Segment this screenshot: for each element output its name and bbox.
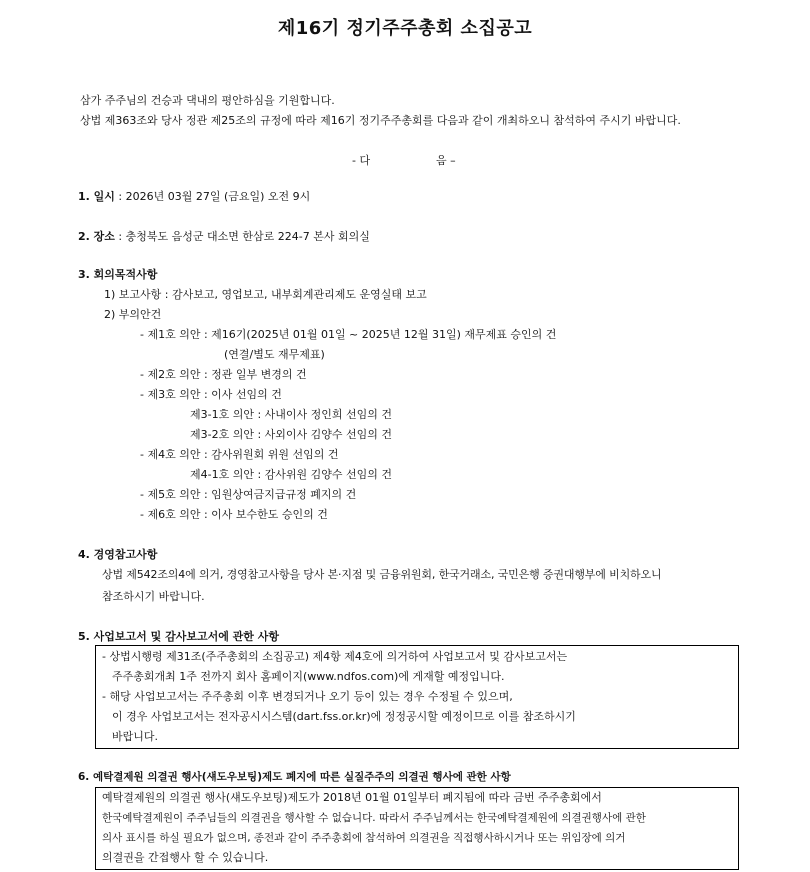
section-agenda-heading: 3. 회의목적사항	[78, 268, 158, 281]
agenda-item-3-2: 제3-2호 의안 : 사외이사 김양수 선임의 건	[190, 428, 393, 441]
separator-left: - 다	[352, 154, 371, 167]
report-items: 1) 보고사항 : 감사보고, 영업보고, 내부회계관리제도 운영실태 보고	[104, 288, 427, 301]
section-place-label: 2. 장소	[78, 230, 115, 243]
intro-greeting: 삼가 주주님의 건승과 댁내의 평안하심을 기원합니다.	[80, 94, 335, 107]
voting-line-2: 한국예탁결제원이 주주님들의 의결권을 행사할 수 없습니다. 따라서 주주님께서는 한국예탁결제원에 의결권행사에 관한	[102, 812, 646, 824]
reference-line-1: 상법 제542조의4에 의거, 경영참고사항을 당사 본·지점 및 금융위원회, 한국거래소, 국민은행 증권대행부에 비치하오니	[102, 568, 662, 581]
agenda-item-5: - 제5호 의안 : 임원상여금지급규정 폐지의 건	[140, 488, 357, 501]
voting-line-1: 예탁결제원의 의결권 행사(섀도우보팅)제도가 2018년 01월 01일부터 폐지됨에 따라 금번 주주총회에서	[102, 791, 602, 804]
separator-right: 음 –	[436, 154, 456, 167]
intro-statement: 상법 제363조와 당사 정관 제25조의 규정에 따라 제16기 정기주주총회를 다음과 같이 개최하오니 참석하여 주시기 바랍니다.	[80, 114, 681, 127]
section-voting-heading: 6. 예탁결제원 의결권 행사(섀도우보팅)제도 폐지에 따른 실질주주의 의결권 행사에 관한 사항	[78, 771, 511, 783]
agenda-item-4: - 제4호 의안 : 감사위원회 위원 선임의 건	[140, 448, 339, 461]
agenda-item-1-note: (연결/별도 재무제표)	[224, 348, 325, 361]
section-date	[78, 190, 310, 204]
agenda-item-6: - 제6호 의안 : 이사 보수한도 승인의 건	[140, 508, 328, 521]
section-place-value: : 충청북도 음성군 대소면 한삼로 224-7 본사 회의실	[114, 230, 370, 243]
reports-line-1: - 상법시행령 제31조(주주총회의 소집공고) 제4항 제4호에 의거하여 사업보고서 및 감사보고서는	[102, 650, 568, 663]
reports-line-5: 바랍니다.	[112, 730, 159, 743]
agenda-item-1: - 제1호 의안 : 제16기(2025년 01월 01일 ~ 2025년 12월 31일) 재무제표 승인의 건	[140, 328, 557, 341]
notice-title: 제16기 정기주주총회 소집공고	[277, 18, 533, 39]
reports-line-2: 주주총회개최 1주 전까지 회사 홈페이지(www.ndfos.com)에 게재할 예정입니다.	[112, 670, 505, 683]
agenda-item-4-1: 제4-1호 의안 : 감사위원 김양수 선임의 건	[190, 468, 393, 481]
reports-line-4: 이 경우 사업보고서는 전자공시시스템(dart.fss.or.kr)에 정정공시할 예정이므로 이를 참조하시기	[112, 710, 576, 723]
voting-line-3: 의사 표시를 하실 필요가 없으며, 종전과 같이 주주총회에 참석하여 의결권을 직접행사하시거나 또는 위임장에 의거	[102, 832, 626, 844]
section-reports-heading: 5. 사업보고서 및 감사보고서에 관한 사항	[78, 630, 279, 643]
reports-line-3: - 해당 사업보고서는 주주총회 이후 변경되거나 오기 등이 있는 경우 수정될 수 있으며,	[102, 690, 513, 703]
agenda-item-3-1: 제3-1호 의안 : 사내이사 정인희 선임의 건	[190, 408, 393, 421]
voting-line-4: 의결권을 간접행사 할 수 있습니다.	[102, 851, 269, 864]
agenda-item-3: - 제3호 의안 : 이사 선임의 건	[140, 388, 282, 401]
section-date-value: : 2026년 03월 27일 (금요일) 오전 9시	[114, 190, 311, 203]
section-reference-heading: 4. 경영참고사항	[78, 548, 158, 561]
section-date-label: 1. 일시	[78, 190, 115, 203]
reference-line-2: 참조하시기 바랍니다.	[102, 590, 205, 603]
agenda-item-2: - 제2호 의안 : 정관 일부 변경의 건	[140, 368, 307, 381]
resolution-items-heading: 2) 부의안건	[104, 308, 162, 321]
section-place	[78, 230, 370, 244]
